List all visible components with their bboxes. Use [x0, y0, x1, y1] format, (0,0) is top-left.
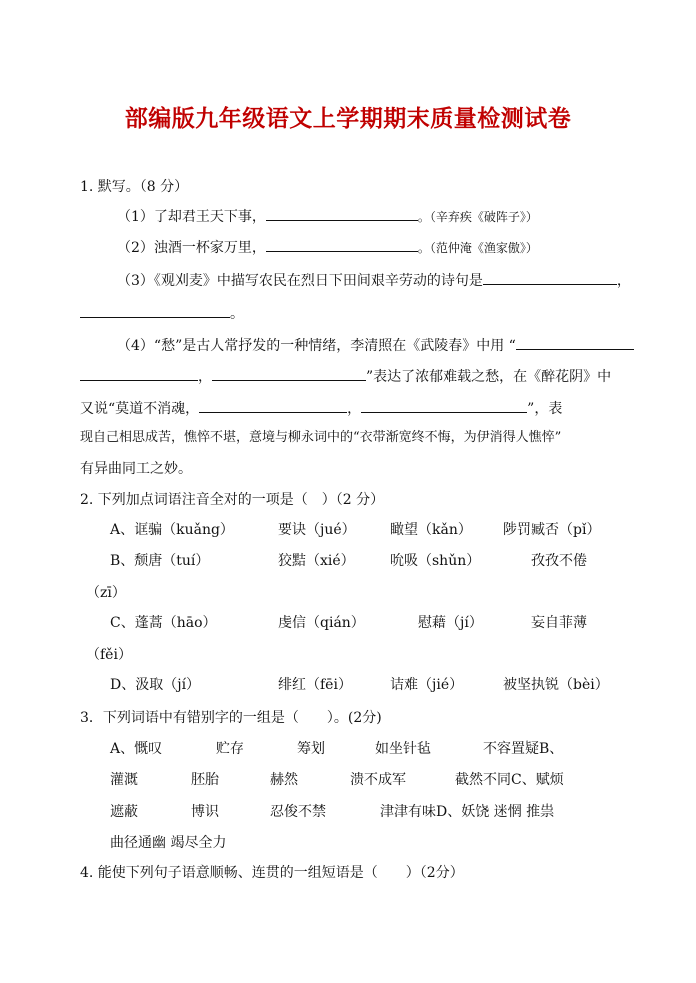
q2-option-d-2: 绯红（fēi） [278, 677, 352, 693]
q3-word: 曲径通幽 竭尽全力 [110, 835, 227, 851]
answer-blank[interactable] [212, 366, 366, 381]
q2-heading: 2. 下列加点词语注音全对的一项是（ ）（2 分） [80, 492, 385, 508]
q2-option-b-2: 狡黠（xié） [278, 553, 355, 569]
answer-blank[interactable] [80, 303, 230, 318]
q1-line2-text: （2）浊酒一杯家万里， [117, 240, 266, 256]
q2-option-c-1: C、蓬蒿（hāo） [110, 615, 217, 631]
q2-option-a-4: 陟罚臧否（pǐ） [503, 522, 601, 538]
page-title: 部编版九年级语文上学期期末质量检测试卷 [124, 105, 572, 132]
q3-word: 灌溉 [110, 772, 138, 788]
q3-word: 筹划 [297, 741, 325, 757]
answer-blank[interactable] [516, 335, 634, 350]
q1-line1-source: 。（辛弃疾《破阵子》） [417, 210, 538, 224]
q2-option-b-3: 吮吸（shǔn） [390, 553, 481, 569]
q4-heading: 4. 能使下列句子语意顺畅、连贯的一组短语是（ ）（2分） [80, 865, 464, 881]
q2-option-b-4: 孜孜不倦 [531, 553, 587, 569]
q1-line4-end: 。 [230, 306, 244, 322]
q1-line3-text: （3）《观刈麦》中描写农民在烈日下田间艰辛劳动的诗句是 [117, 273, 483, 289]
q3-heading: 3．下列词语中有错别字的一组是（ ）。(2分) [80, 710, 382, 726]
q3-word: 溃不成军 [350, 772, 406, 788]
q1-line5 [117, 335, 634, 355]
q1-line3 [117, 270, 631, 290]
q1-line7-comma: ， [347, 401, 362, 417]
q2-option-a-3: 瞰望（kǎn） [390, 522, 472, 538]
q2-option-b-4-pinyin: （zī） [86, 585, 126, 601]
q1-line7-text: 又说“莫道不消魂， [80, 401, 200, 417]
q2-option-d-3: 诘难（jié） [390, 677, 464, 693]
q3-word: 如坐针毡 [375, 741, 431, 757]
q1-heading: 1. 默写。（8 分） [80, 179, 189, 195]
answer-blank[interactable] [199, 398, 347, 413]
answer-blank[interactable] [80, 366, 198, 381]
q1-line1 [117, 206, 538, 226]
answer-blank[interactable] [361, 398, 527, 413]
q1-line3-end: ， [616, 273, 631, 289]
q1-line9: 有异曲同工之妙。 [80, 461, 192, 477]
q3-word: 赫然 [270, 772, 298, 788]
q3-word: 胚胎 [191, 772, 219, 788]
answer-blank[interactable] [483, 270, 617, 285]
q3-word: 博识 [191, 804, 219, 820]
q3-word: 津津有味D、妖饶 迷惘 推祟 [380, 804, 555, 820]
q1-line2-source: 。（范仲淹《渔家傲》） [417, 241, 538, 255]
q2-option-a-1: A、诓骗（kuǎng） [110, 522, 234, 538]
answer-blank[interactable] [266, 237, 418, 252]
q1-line6-comma: ， [198, 369, 212, 385]
q1-line5-text: （4）“愁”是古人常抒发的一种情绪，李清照在《武陵春》中用 “ [117, 338, 516, 354]
q1-line6-text: ”表达了浓郁难载之愁，在《醉花阴》中 [366, 369, 612, 385]
q2-option-d-4: 被坚执锐（bèi） [503, 677, 609, 693]
q2-option-c-2: 虔信（qián） [278, 615, 365, 631]
q1-line4 [80, 303, 244, 323]
q2-option-c-4-pinyin: （fěi） [86, 647, 132, 663]
q2-option-a-2: 要诀（jué） [278, 522, 356, 538]
q1-line8: 现自己相思成苦，憔悴不堪，意境与柳永词中的“衣带渐宽终不悔，为伊消得人憔悴” [80, 430, 562, 445]
answer-blank[interactable] [266, 206, 418, 221]
q2-option-c-3: 慰藉（jí） [418, 615, 483, 631]
q1-line2 [117, 237, 538, 257]
q2-option-c-4: 妄自菲薄 [531, 615, 587, 631]
q2-option-d-1: D、汲取（jí） [110, 677, 201, 693]
q1-line7-end: ”，表 [527, 401, 563, 417]
q1-line6 [80, 366, 611, 386]
q2-option-b-1: B、颓唐（tuí） [110, 553, 210, 569]
q1-line7 [80, 398, 562, 418]
q3-word: 不容置疑B、 [483, 741, 564, 757]
q3-word: 遮蔽 [110, 804, 138, 820]
q3-word: 贮存 [216, 741, 244, 757]
q3-word: A、慨叹 [110, 741, 163, 757]
q1-line1-text: （1）了却君王天下事， [117, 209, 266, 225]
q3-word: 忍俊不禁 [270, 804, 326, 820]
q3-word: 截然不同C、赋烦 [455, 772, 564, 788]
